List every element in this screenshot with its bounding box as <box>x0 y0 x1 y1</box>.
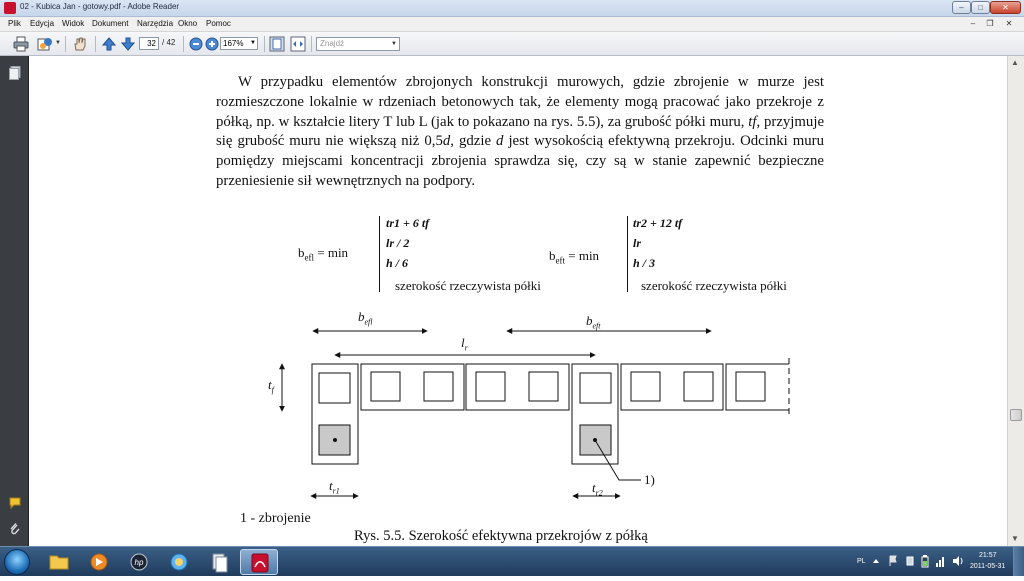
windows-explorer-icon <box>40 549 78 575</box>
clock-date[interactable]: 2011-05-31 <box>970 563 1006 570</box>
paragraph-line: W przypadku elementów zbrojonych konstrukcji murowych, gdzie zbrojenie w murze <box>238 74 795 90</box>
scroll-thumb[interactable] <box>1010 409 1022 421</box>
start-button[interactable] <box>4 549 30 575</box>
page-number-input[interactable]: 32 <box>139 37 159 50</box>
task-explorer[interactable] <box>40 549 78 575</box>
formula-left-case-3: h / 6 <box>386 256 409 270</box>
show-desktop-button[interactable] <box>1013 547 1024 576</box>
fit-width-icon[interactable] <box>290 36 306 52</box>
find-placeholder: Znajdź <box>320 39 345 48</box>
formula-beft-lhs: $b_{eft} = \min$ <box>549 248 600 266</box>
document-restore-button[interactable]: ❐ <box>986 19 994 28</box>
flange-block-2 <box>466 364 569 410</box>
hp-icon <box>120 549 158 575</box>
language-indicator[interactable]: PL <box>857 558 866 565</box>
callout-label: 1) <box>644 472 655 487</box>
toolbar-separator <box>95 36 96 52</box>
rebar-dot-left <box>333 438 337 442</box>
paragraph-line: , gdzie <box>450 133 497 150</box>
adobe-reader-icon <box>241 550 279 576</box>
menu-widok[interactable]: Widok <box>62 19 85 28</box>
label-tr1: $t_{r1}$ <box>329 478 340 496</box>
windows-taskbar <box>0 546 1024 576</box>
flange-cell <box>736 372 765 401</box>
figure-5-5-drawing <box>29 56 1007 546</box>
formula-left-case-2: lr / 2 <box>386 236 410 250</box>
find-dropdown-icon[interactable]: ▼ <box>391 41 397 47</box>
adobe-reader-app-icon <box>4 2 16 14</box>
document-close-button[interactable]: ✕ <box>1005 19 1013 28</box>
menu-bar <box>0 17 1024 32</box>
tray-flag-icon[interactable] <box>888 555 898 567</box>
clock-time[interactable]: 21:57 <box>979 552 997 559</box>
task-hp[interactable] <box>120 549 158 575</box>
label-tf: $t_f$ <box>268 377 274 395</box>
toolbar <box>0 32 1024 56</box>
close-button[interactable]: ✕ <box>990 1 1021 14</box>
navigation-panel <box>0 56 29 546</box>
formula-befl-lhs: $b_{efl} = \min$ <box>298 245 349 263</box>
paragraph-line: efektywną przekroju. Odcinki muru pomiędzy miejscami koncentracji zbrojenia sprawdza <box>216 133 824 170</box>
tray-device-icon[interactable] <box>905 555 915 567</box>
notes-icon <box>200 549 238 575</box>
vertical-scrollbar[interactable] <box>1007 56 1024 546</box>
paragraph-line: jest rozmieszczone lokalnie w rdzeniach betonowych tak, że elementy mogą pracować jako <box>216 74 824 110</box>
menu-edycja[interactable]: Edycja <box>30 19 55 28</box>
zoom-out-icon[interactable] <box>188 36 204 52</box>
next-page-icon[interactable] <box>120 36 136 52</box>
flange-block-4 <box>726 364 789 410</box>
maximize-button[interactable]: □ <box>971 1 990 14</box>
figure-legend: 1 - zbrojenie <box>240 511 311 526</box>
volume-icon[interactable] <box>952 555 964 567</box>
task-media-player[interactable] <box>80 549 118 575</box>
scroll-down-icon[interactable]: ▼ <box>1011 534 1019 543</box>
svg-text:hp: hp <box>134 558 144 567</box>
scroll-up-icon[interactable]: ▲ <box>1011 58 1019 67</box>
share-icon[interactable] <box>37 36 53 52</box>
paragraph-line: przekroje z półką, np. w kształcie litery T lub L (jak to pokazano na rys. 5.5), za grubość <box>216 93 824 130</box>
formula-right-case-1: tr2 + 12 tf <box>633 216 683 230</box>
rebar-dot-right <box>593 438 597 442</box>
menu-pomoc[interactable]: Pomoc <box>206 19 231 28</box>
core-left-top <box>319 373 350 403</box>
formula-left-case-1: tr1 + 6 tf <box>386 216 430 230</box>
toolbar-separator <box>183 36 184 52</box>
flange-cell <box>424 372 453 401</box>
prev-page-icon[interactable] <box>101 36 117 52</box>
flange-cell <box>684 372 713 401</box>
core-right-top <box>580 373 611 403</box>
hand-icon[interactable] <box>72 36 88 52</box>
zoom-dropdown-icon[interactable]: ▼ <box>250 40 256 46</box>
battery-icon[interactable] <box>921 555 929 568</box>
zoom-level-value: 167% <box>223 39 244 48</box>
pages-icon[interactable] <box>9 66 21 80</box>
document-minimize-button[interactable]: – <box>970 19 976 28</box>
attachment-icon[interactable] <box>9 522 21 536</box>
task-adobe-reader[interactable] <box>240 549 278 575</box>
share-dropdown-icon[interactable]: ▼ <box>55 40 61 46</box>
formula-right-note: szerokość rzeczywista półki <box>641 278 787 293</box>
formula-right-case-2: lr <box>633 236 642 250</box>
label-befl: $b_{efl}$ <box>358 309 373 327</box>
label-lr: $l_r$ <box>461 335 468 353</box>
flange-cell <box>476 372 505 401</box>
formula-right-case-3: h / 3 <box>633 256 656 270</box>
symbol-d: d <box>496 133 504 150</box>
menu-plik[interactable]: Plik <box>8 19 21 28</box>
browser-icon <box>160 549 198 575</box>
label-tr2: $t_{r2}$ <box>592 480 603 498</box>
window-title: 02 - Kubica Jan - gotowy.pdf - Adobe Reader <box>20 2 180 11</box>
flange-cell <box>631 372 660 401</box>
symbol-d: d <box>442 133 451 150</box>
print-icon[interactable] <box>13 36 29 52</box>
paragraph-line: półki muru, <box>675 113 749 130</box>
toolbar-separator <box>311 36 312 52</box>
minimize-button[interactable]: – <box>952 1 971 14</box>
menu-dokument[interactable]: Dokument <box>92 19 129 28</box>
paragraph-line: , przyjmuje się grubość muru nie większą niż 0,5 <box>216 113 825 150</box>
paragraph-line: się, czy są w stanie zapewnić bezpieczne przeniesienie sił wewnętrznych na podpory. <box>216 153 824 189</box>
comments-icon[interactable] <box>9 496 21 510</box>
document-view[interactable] <box>29 56 1007 546</box>
zoom-level-input[interactable] <box>220 37 258 50</box>
label-beft: $b_{eft}$ <box>586 313 601 331</box>
media-player-icon <box>80 549 118 575</box>
zoom-in-icon[interactable] <box>204 36 220 52</box>
paragraph-line: jest wysokością <box>503 133 604 150</box>
symbol-tf: tf <box>748 113 757 130</box>
toolbar-separator <box>65 36 66 52</box>
tray-expand-icon[interactable] <box>872 557 880 565</box>
figure-caption: Rys. 5.5. Szerokość efektywna przekrojów z półką <box>354 528 648 544</box>
task-notes[interactable] <box>200 549 238 575</box>
toolbar-separator <box>264 36 265 52</box>
menu-narzedzia[interactable]: Narzędzia <box>137 19 174 28</box>
formula-left-note: szerokość rzeczywista półki <box>395 278 541 293</box>
title-bar <box>0 0 1024 17</box>
flange-cell <box>529 372 558 401</box>
flange-cell <box>371 372 400 401</box>
menu-okno[interactable]: Okno <box>178 19 198 28</box>
fit-page-icon[interactable] <box>269 36 285 52</box>
network-icon[interactable] <box>935 554 947 568</box>
task-browser[interactable] <box>160 549 198 575</box>
page-total: / 42 <box>162 38 176 47</box>
flange-block-3 <box>621 364 723 410</box>
find-input[interactable] <box>316 37 400 51</box>
flange-block-1 <box>361 364 464 410</box>
